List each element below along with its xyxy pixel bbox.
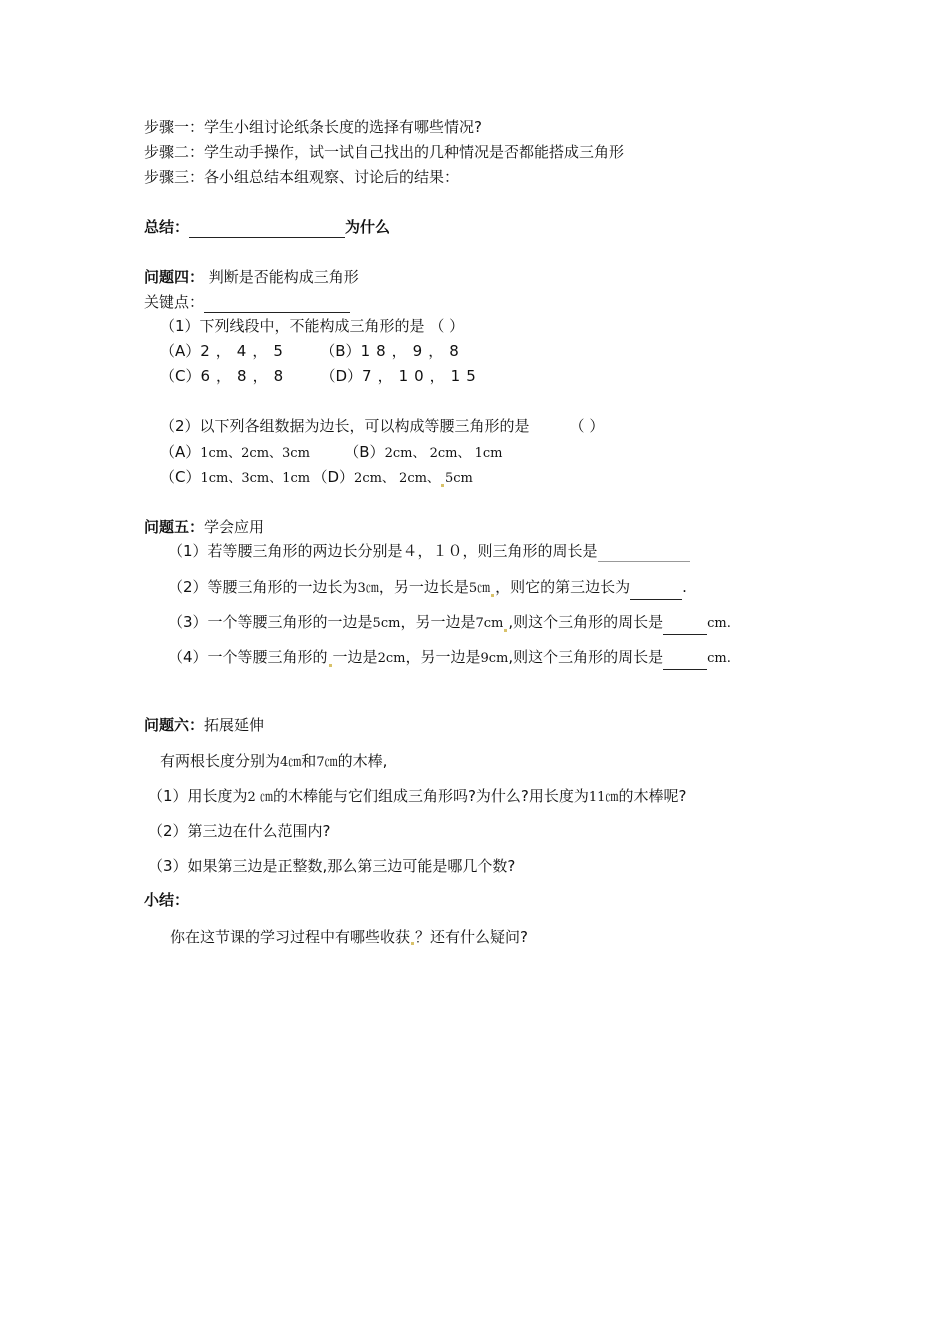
q4-p1-d-value: 7，10，15: [362, 367, 482, 385]
q4-p2-c-value: 1cm、3cm、1cm: [200, 471, 311, 486]
q6-item-1-v2: 11㎝: [588, 790, 619, 805]
marker-dot: [411, 942, 414, 945]
q4-p1-b-label: （B）: [320, 342, 361, 360]
summary-blank[interactable]: [189, 219, 345, 238]
q5-item-4: [168, 646, 731, 670]
q6-intro: [160, 750, 387, 774]
q5-item-1-blank[interactable]: [598, 543, 690, 562]
q5-item-4-v2: 9cm: [480, 651, 509, 666]
q4-p2-b-label: （B）: [344, 443, 385, 461]
conclusion-text: [170, 926, 528, 948]
q4-heading: [144, 266, 359, 288]
q5-item-4-unit: cm.: [707, 651, 731, 666]
q4-key-line: [144, 291, 350, 313]
q6-item-2: （2）第三边在什么范围内?: [148, 822, 331, 840]
q5-item-2-post: ，则它的第三边长为: [495, 578, 631, 596]
q4-p2-stem-line: [160, 415, 604, 437]
q6-intro-pre: 有两根长度分别为: [160, 752, 281, 770]
q4-p2-c-label: （C）: [160, 468, 201, 486]
q4-p2-stem: （2）以下列各组数据为边长，可以构成等腰三角形的是: [160, 417, 530, 435]
q4-p2-a-label: （A）: [160, 443, 201, 461]
q5-item-1-text: （1）若等腰三角形的两边长分别是４，１０，则三角形的周长是: [168, 542, 598, 560]
q6-item-1-v1: 2 ㎝: [247, 790, 273, 805]
q5-item-3-v1: 5cm: [372, 616, 401, 631]
q6-item-1-mid: 的木棒能与它们组成三角形吗?为什么?用长度为: [272, 787, 589, 805]
q4-p2-d-label: （D）: [312, 468, 355, 486]
summary-label: 总结：: [144, 218, 190, 236]
q4-p1-c-label: （C）: [160, 367, 201, 385]
q5-item-4-post: ,则这个三角形的周长是: [508, 648, 664, 666]
q4-p1-c-value: 6，8，8: [200, 367, 290, 385]
q4-label: 问题四：: [144, 268, 205, 286]
q5-item-1: [168, 540, 690, 562]
q5-item-3-unit: cm.: [707, 616, 731, 631]
q4-key-label: 关键点：: [144, 293, 205, 311]
marker-dot: [329, 664, 332, 667]
conclusion-label: 小结：: [144, 891, 190, 909]
q5-heading: [144, 516, 264, 538]
q6-item-1: [148, 785, 686, 809]
q4-p2-d-value: 2cm、 2cm、: [354, 471, 440, 486]
step-3: 步骤三：各小组总结本组观察、讨论后的结果：: [144, 168, 460, 186]
marker-dot: [441, 484, 444, 487]
q4-p2-a-value: 1cm、2cm、3cm: [200, 446, 310, 461]
q5-item-4-blank[interactable]: [663, 651, 707, 670]
q6-item-1-pre: （1）用长度为: [148, 787, 248, 805]
summary-line: [144, 216, 390, 238]
q5-item-3-blank[interactable]: [663, 616, 707, 635]
q5-item-4-v1: 2cm: [377, 651, 406, 666]
q4-p2-row1: [160, 441, 502, 465]
q6-intro-v1: 4㎝: [280, 755, 302, 770]
q4-p1-stem: （1）下列线段中，不能构成三角形的是 （ ）: [160, 317, 465, 335]
q4-p2-b-value: 2cm、 2cm、 1cm: [384, 446, 503, 461]
q4-p1-row2: [160, 365, 482, 387]
q5-item-3-pre: （3）一个等腰三角形的一边是: [168, 613, 373, 631]
q5-item-3: [168, 611, 731, 635]
q6-heading: [144, 714, 264, 736]
q4-title: 判断是否能构成三角形: [208, 268, 359, 286]
step-2: 步骤二：学生动手操作，试一试自己找出的几种情况是否都能搭成三角形: [144, 143, 625, 161]
q5-item-2-end: .: [682, 578, 687, 596]
q5-item-2-blank[interactable]: [630, 581, 682, 600]
q5-item-2-mid: ，另一边长是: [378, 578, 469, 596]
q4-p1-b-value: 18，9，8: [360, 342, 465, 360]
summary-suffix: 为什么: [345, 218, 391, 236]
q4-p2-d-value-end: 5cm: [444, 471, 473, 486]
q5-item-2-v1: 3㎝: [357, 581, 379, 596]
q5-item-3-post: ,则这个三角形的周长是: [508, 613, 664, 631]
q5-title: 学会应用: [204, 518, 265, 536]
q5-label: 问题五：: [144, 518, 205, 536]
q6-intro-v2: 7㎝: [316, 755, 338, 770]
q5-item-4-pre2: 一边是: [332, 648, 378, 666]
q5-item-4-pre: （4）一个等腰三角形的: [168, 648, 328, 666]
q6-title: 拓展延伸: [204, 716, 265, 734]
q4-p1-a-value: 2，4，5: [200, 342, 289, 360]
q5-item-3-v2: 7cm: [475, 616, 504, 631]
q6-item-3: （3）如果第三边是正整数,那么第三边可能是哪几个数?: [148, 857, 516, 875]
q6-intro-mid: 和: [301, 752, 317, 770]
marker-dot: [504, 629, 507, 632]
q4-p2-paren: （ ）: [569, 417, 605, 435]
q6-item-1-post: 的木棒呢?: [618, 787, 687, 805]
conclusion-text-pre: 你在这节课的学习过程中有哪些收获: [170, 928, 411, 946]
q4-p2-row2: [160, 466, 473, 490]
q6-intro-post: 的木棒,: [337, 752, 388, 770]
q4-p1-d-label: （D）: [320, 367, 363, 385]
q5-item-2: [168, 576, 687, 600]
q4-p1-row1: [160, 340, 465, 362]
q5-item-2-pre: （2）等腰三角形的一边长为: [168, 578, 358, 596]
conclusion-text-post: ？还有什么疑问?: [415, 928, 528, 946]
step-1: 步骤一：学生小组讨论纸条长度的选择有哪些情况?: [144, 118, 482, 136]
q4-key-blank[interactable]: [204, 294, 350, 313]
q5-item-4-mid: ，另一边是: [405, 648, 481, 666]
q4-p1-a-label: （A）: [160, 342, 201, 360]
q5-item-3-mid: ，另一边是: [400, 613, 476, 631]
q5-item-2-v2: 5㎝: [468, 581, 491, 596]
q6-label: 问题六：: [144, 716, 205, 734]
marker-dot: [491, 594, 494, 597]
